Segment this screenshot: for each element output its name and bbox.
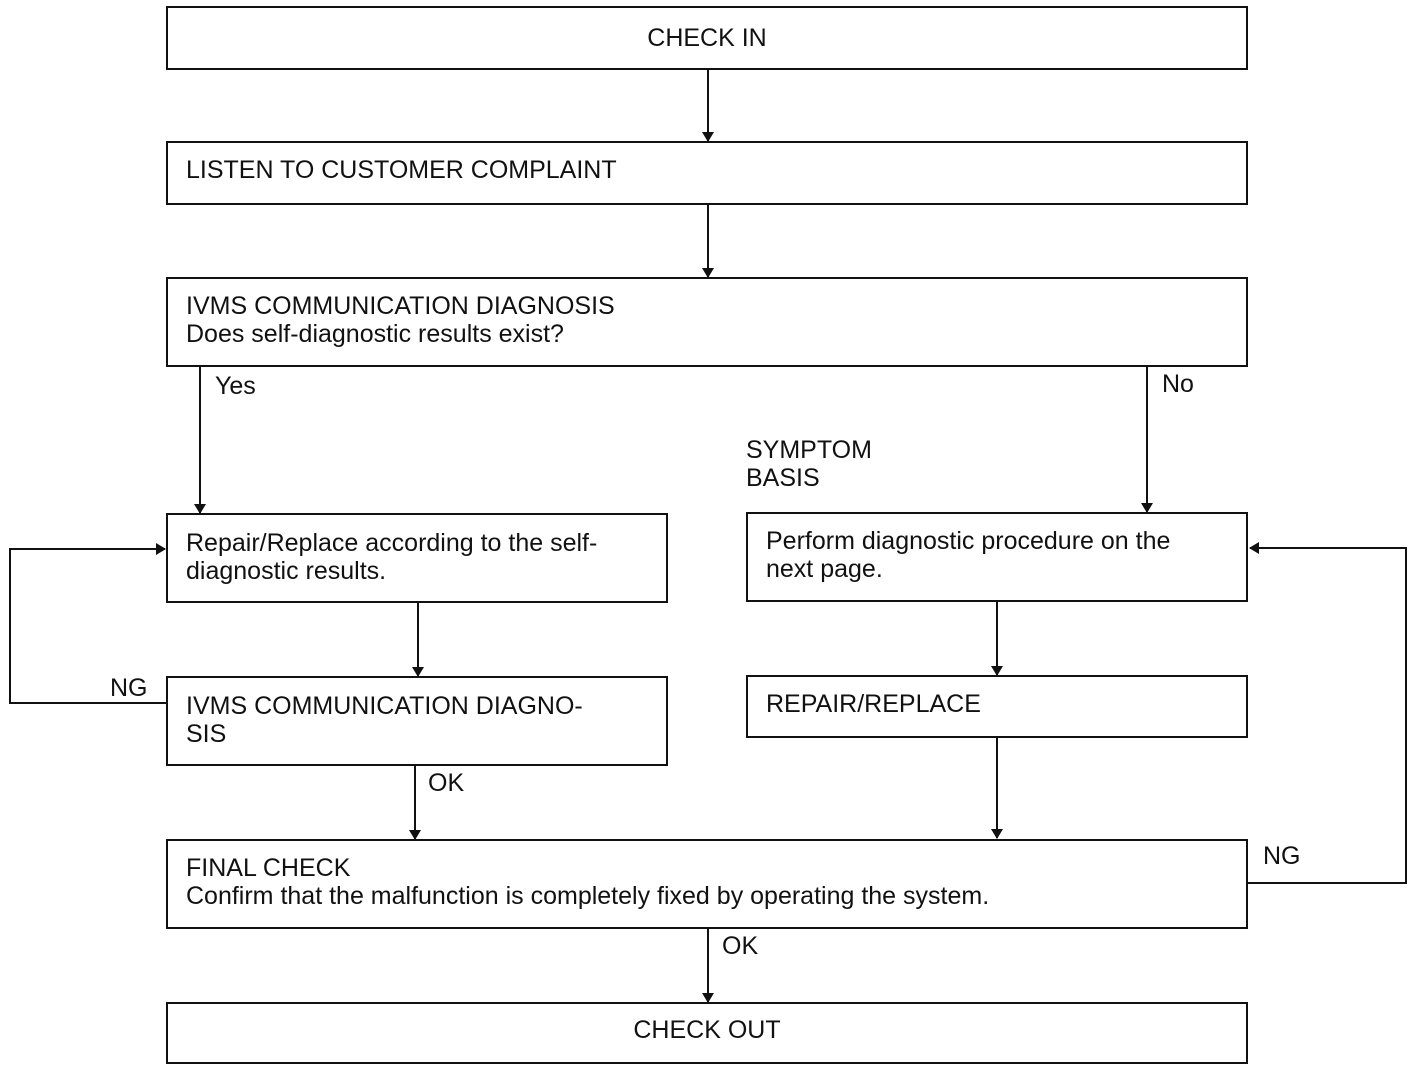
ivms-recheck-line2: SIS (186, 720, 227, 748)
final-check-desc: Confirm that the malfunction is completely fixed by operating the system. (186, 882, 990, 910)
no-label: No (1162, 370, 1194, 398)
ok-left-label: OK (428, 769, 465, 797)
symptom-line2: BASIS (746, 464, 820, 492)
listen-text: LISTEN TO CUSTOMER COMPLAINT (186, 156, 617, 184)
repair-self-diagnostic-box (166, 513, 668, 603)
symptom-basis-label (746, 436, 872, 492)
symptom-line1: SYMPTOM (746, 436, 872, 464)
check-out-box (166, 1002, 1248, 1064)
check-in-box (166, 6, 1248, 70)
perform-line2: next page. (766, 555, 883, 583)
ok-bottom-label: OK (722, 932, 759, 960)
repair-self-line2: diagnostic results. (186, 557, 387, 585)
repair-self-line1: Repair/Replace according to the self- (186, 529, 598, 557)
repair-replace-box (746, 675, 1248, 738)
repair-replace-text: REPAIR/REPLACE (766, 690, 981, 718)
ivms-diagnosis-question: Does self-diagnostic results exist? (186, 320, 564, 348)
ivms-recheck-line1: IVMS COMMUNICATION DIAGNO- (186, 692, 583, 720)
loop-ng-right (1248, 548, 1406, 883)
ng-left-label: NG (110, 674, 148, 702)
perform-diagnostic-box (746, 512, 1248, 602)
yes-label: Yes (215, 372, 256, 400)
ivms-diagnosis-box (166, 277, 1248, 367)
final-check-box (166, 839, 1248, 929)
check-in-text: CHECK IN (647, 24, 767, 52)
check-out-text: CHECK OUT (633, 1016, 781, 1044)
listen-box (166, 141, 1248, 205)
ivms-diagnosis-recheck-box (166, 676, 668, 766)
final-check-title: FINAL CHECK (186, 854, 351, 882)
perform-line1: Perform diagnostic procedure on the (766, 527, 1171, 555)
ivms-diagnosis-title: IVMS COMMUNICATION DIAGNOSIS (186, 292, 615, 320)
ng-right-label: NG (1263, 842, 1301, 870)
